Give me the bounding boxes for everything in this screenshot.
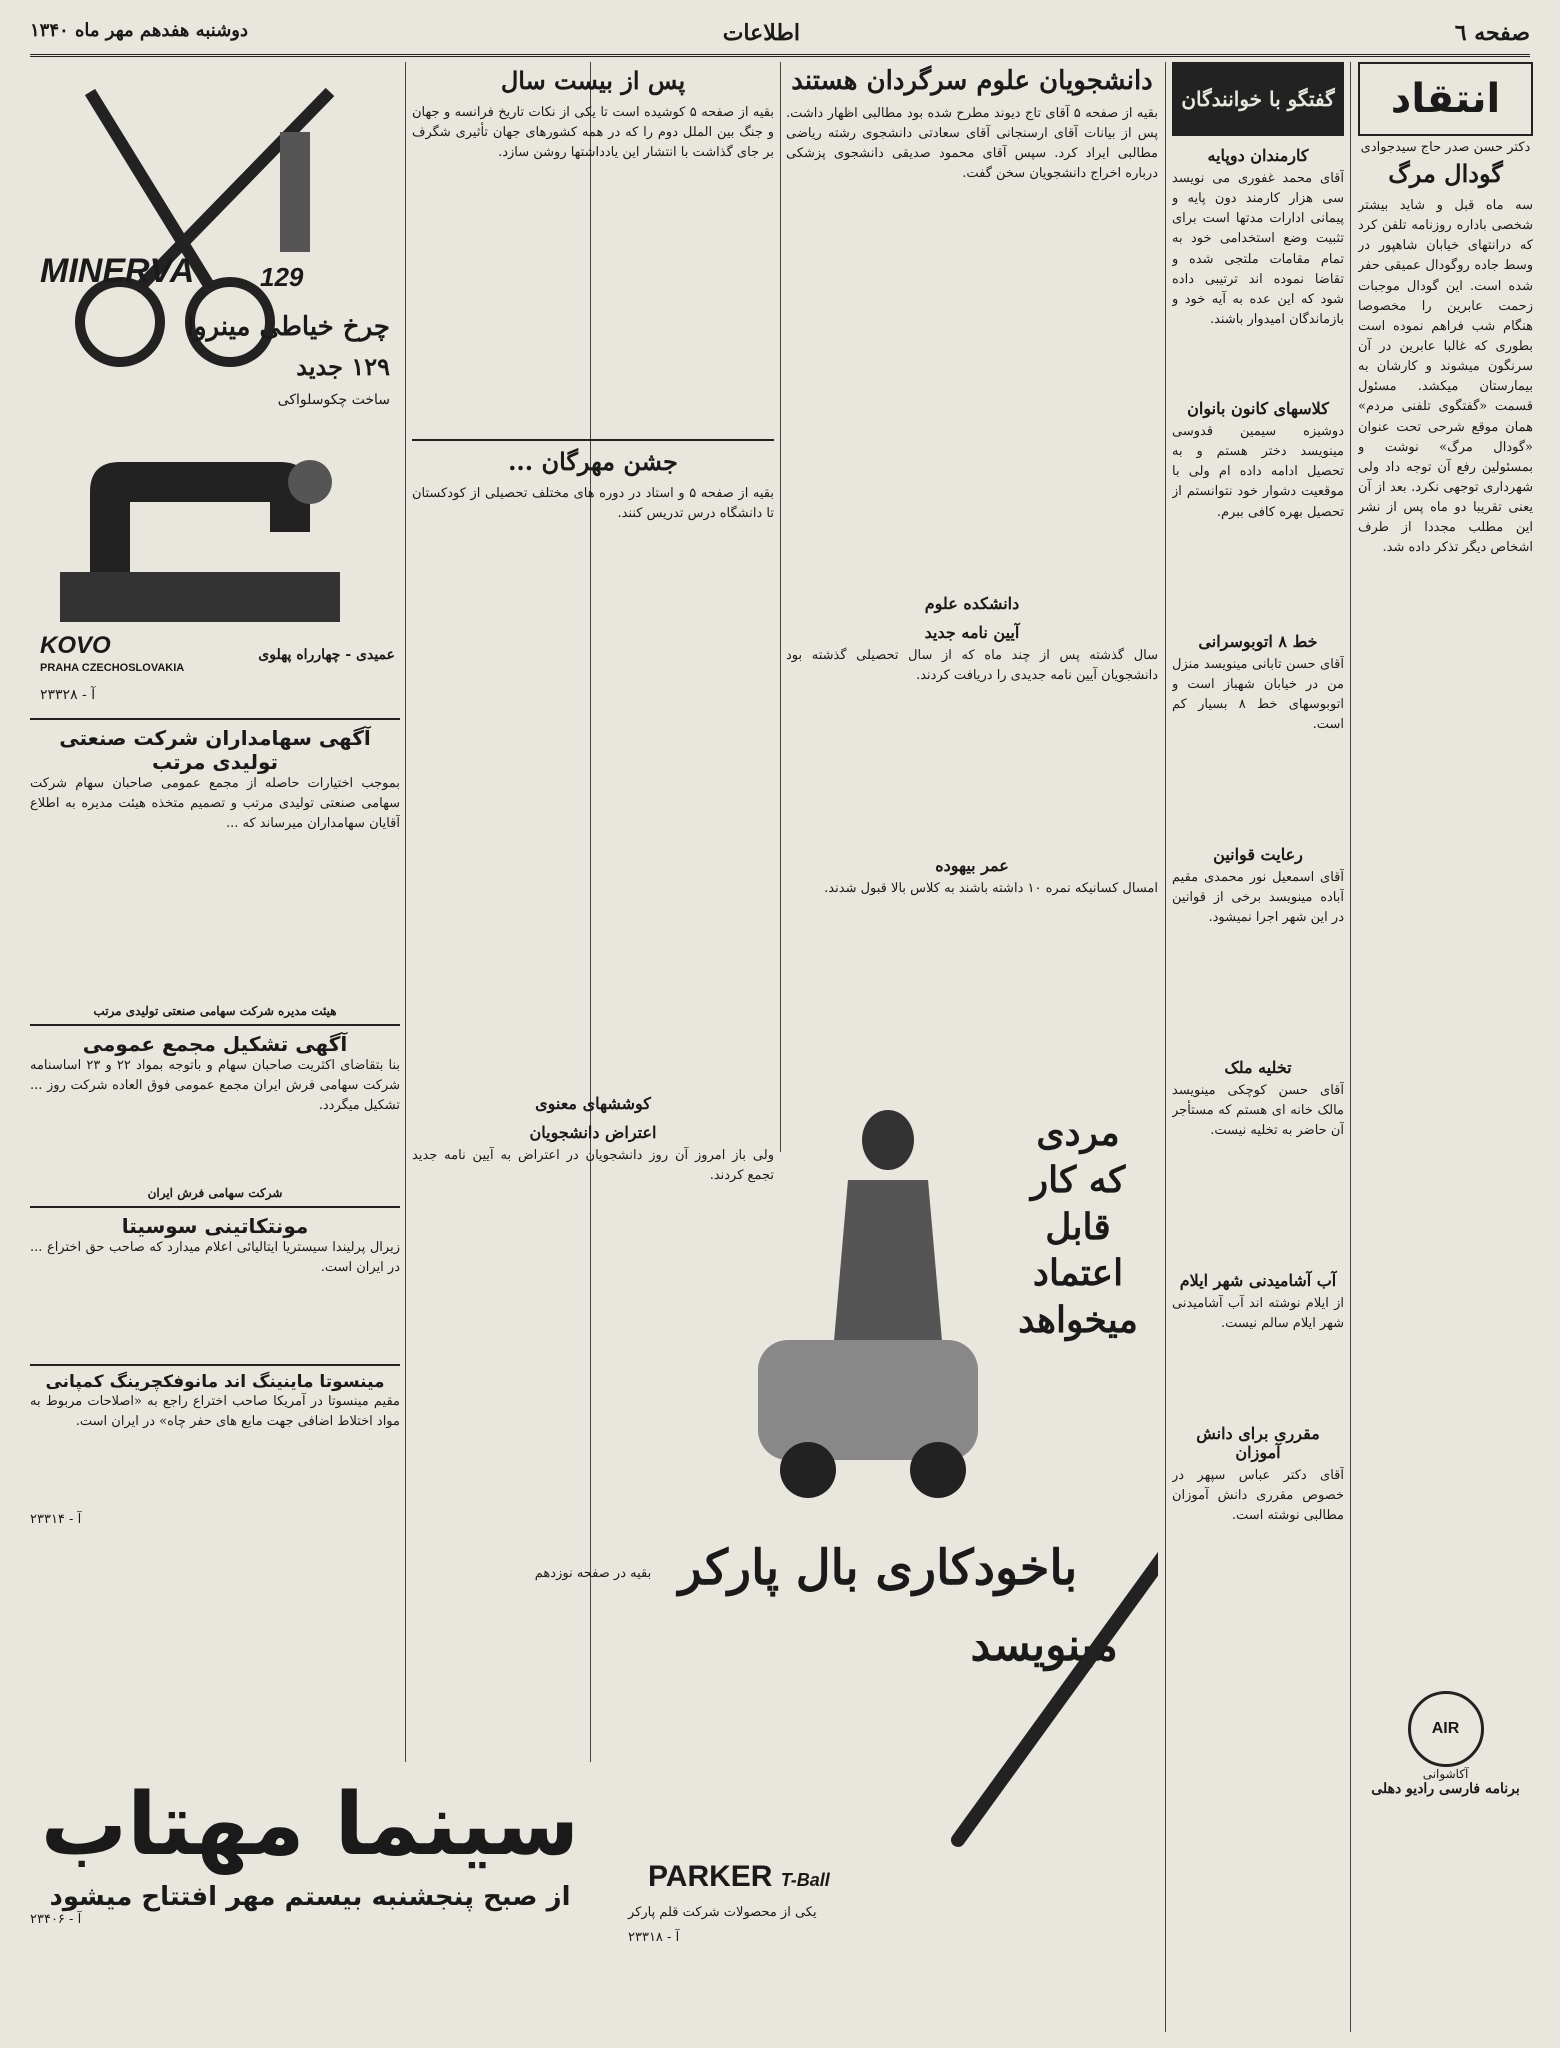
- radio-ad: [1358, 1684, 1533, 1804]
- article-title: پس از بیست سال: [500, 66, 686, 95]
- man-and-car-icon: [738, 1110, 998, 1530]
- ad-body: مقیم مینسوتا در آمریکا صاحب اختراع راجع به «اصلاحات مربوط به مواد اختلاط اضافی جهت مایع های حفر چاه» در ایران است.: [30, 1394, 400, 1430]
- section-title: مقرری برای دانش آموزان: [1196, 1424, 1320, 1462]
- section-title: کارمندان دوپایه: [1207, 146, 1309, 165]
- minerva-agent: عمیدی - چهارراه پهلوی: [258, 647, 395, 663]
- ad-body: زیرال پرلیندا سیستریا ایتالیائی اعلام میدارد که صاحب حق اختراع ... در ایران است.: [30, 1240, 400, 1276]
- minerva-name-fa: چرخ خیاطی مینروا: [186, 312, 390, 342]
- cinema-name: سینما مهتاب: [40, 1775, 580, 1875]
- article-body: بقیه از صفحه ۵ آقای تاج دیوند مطرح شده بود مطالبی اظهار داشت. پس از بیانات آقای ارسنجانی آقای سعادتی دانشجوی رشته ریاضی مطالبی ایراد کرد. سپس آقای محمود صدیقی دانشجوی پزشکی درباره اخراج دانشجویان سخن گفت.: [786, 106, 1158, 182]
- section-body: از ایلام نوشته اند آب آشامیدنی شهر ایلام سالم نیست.: [1172, 1296, 1344, 1332]
- author: دکتر حسن صدر حاج سیدجوادی: [1360, 140, 1531, 155]
- minerva-ad: [30, 62, 400, 712]
- article-title: جشن مهرگان ...: [508, 447, 678, 476]
- parker-ad: [598, 1100, 1158, 1980]
- section-title: تخلیه ملک: [1224, 1058, 1292, 1077]
- section-title: عمر بیهوده: [935, 856, 1009, 875]
- parker-footer: یکی از محصولات شرکت قلم پارکر: [628, 1905, 817, 1920]
- section-body: آقای محمد غفوری می نویسد سی هزار کارمند دون پایه و پیمانی ادارات مدتها است برای تثبیت وضع استخدامی خود به تمام مقامات ملتجی شده و تقاضا نموده اند ترتیبی داده شود که این عده به آیه خود و بازماندگان امیدوار باشند.: [1172, 171, 1344, 327]
- parker-headline: باخودکاری بال پارکر: [678, 1540, 1078, 1596]
- column-rule: [405, 62, 406, 1762]
- section-body: امسال کسانیکه نمره ۱۰ داشته باشند به کلاس بالا قبول شدند.: [824, 881, 1158, 896]
- cinema-ad: [30, 1760, 590, 1980]
- ad-code: آ - ۲۳۳۱۸: [628, 1930, 680, 1945]
- section-title: کوششهای معنوی: [535, 1094, 651, 1113]
- minerva-made: ساخت چکوسلواکی: [277, 392, 390, 408]
- minerva-model: 129: [260, 262, 304, 292]
- minerva-price: ۱۲۹ جدید: [296, 352, 390, 381]
- column-ads: [30, 62, 400, 1762]
- radio-label: آکاشوانی: [1422, 1767, 1469, 1781]
- kovo-brand: KOVO: [40, 632, 111, 659]
- section-body: آقای حسن تابانی مینویسد منزل من در خیابان شهباز است و اتوبوسهای خط ۸ بسیار کم است.: [1172, 657, 1344, 733]
- continued-note: بقیه در صفحه نوزدهم: [534, 1566, 652, 1581]
- page-header: [30, 14, 1530, 57]
- section-body: دوشیزه سیمین قدوسی مینویسد دختر هستم و به تحصیل ادامه داده ام ولی با موقعیت دشوار خود نتوانستم از تحصیل بهره کافی ببرم.: [1172, 424, 1344, 520]
- section-title: رعایت قوانین: [1213, 845, 1303, 864]
- column-rule: [780, 62, 781, 1152]
- parker-slogan: مردی که کار قابل اعتماد میخواهد: [1018, 1112, 1138, 1342]
- ad-code: آ - ۲۳۳۲۸: [40, 687, 96, 703]
- readers-logo: گفتگو با خوانندگان: [1172, 62, 1344, 136]
- kovo-place: PRAHA CZECHOSLOVAKIA: [40, 662, 185, 674]
- critique-logo: انتقاد: [1358, 62, 1533, 136]
- ad-body: بنا بتقاضای اکثریت صاحبان سهام و باتوجه بمواد ۲۲ و ۲۳ اساسنامه شرکت سهامی فرش ایران مجمع عمومی فوق العاده شرکت روز ... تشکیل میگردد.: [30, 1058, 400, 1114]
- pen-icon: [928, 1540, 1158, 1860]
- article-body: سه ماه قبل و شاید بیشتر شخصی باداره روزنامه تلفن کرد که درانتهای خیابان شاهپور در وسط جاده روگودال عمیقی حفر شده است. این گودال موجبات زحمت عابرین را مخصوصا هنگام شب فراهم نموده است بطوری که غالبا عابرین در آن سرنگون میشوند و کارشان به بیمارستان میکشد. مسئول قسمت «گفتگوی تلفنی مردم» همان موقع شرحی تحت عنوان «گودال مرگ» نوشت و بمسئولین رفع آن توجه داد ولی شهرداری توجهی نکرد. بعد از آن یعنی تقریبا دو ماه پس از نشر این مطلب مجددا از طرف اشخاص دیگر تذکر داده شد.: [1358, 198, 1533, 556]
- ad-title: آگهی سهامداران شرکت صنعتی تولیدی مرتب: [59, 726, 371, 774]
- article-title: دانشجویان علوم سرگردان هستند: [791, 66, 1153, 96]
- issue-date: دوشنبه هفدهم مهر ماه ۱۳۴۰: [30, 20, 248, 41]
- ad-code: آ - ۲۳۳۱۴: [30, 1512, 82, 1527]
- cinema-opening: از صبح پنجشنبه بیستم مهر افتتاح میشود: [49, 1881, 571, 1912]
- ad-title: آگهی تشکیل مجمع عمومی: [82, 1032, 348, 1056]
- column-students: [786, 62, 1158, 1152]
- section-body: آقای حسن کوچکی مینویسد مالک خانه ای هستم که مستأجر آن حاضر به تخلیه نیست.: [1172, 1083, 1344, 1139]
- ad-body: بموجب اختیارات حاصله از مجمع عمومی صاحبان سهام شرکت سهامی صنعتی تولیدی مرتب و تصمیم متخذه هیئت مدیره به اطلاع آقایان سهامداران میرساند که ...: [30, 776, 400, 832]
- section-title: اعتراض دانشجویان: [529, 1123, 657, 1142]
- column-critique: [1358, 62, 1533, 2032]
- parker-headline-2: مینویسد: [970, 1620, 1118, 1671]
- ad-sign: هیئت مدیره شرکت سهامی صنعتی تولیدی مرتب: [93, 1004, 337, 1018]
- minerva-brand: MINERVA: [40, 252, 195, 290]
- section-title: خط ۸ اتوبوسرانی: [1198, 632, 1318, 651]
- parker-brand: PARKER T-Ball: [648, 1860, 830, 1893]
- column-rule: [1350, 62, 1351, 2032]
- section-title: دانشکده علوم: [924, 594, 1020, 613]
- page-number: صفحه ٦: [1454, 20, 1530, 46]
- ad-title: مینسوتا ماینینگ اند مانوفکچرینگ کمپانی: [45, 1372, 385, 1392]
- section-title: آب آشامیدنی شهر ایلام: [1179, 1271, 1337, 1290]
- air-logo-icon: AIR: [1408, 1691, 1484, 1767]
- ad-sign: شرکت سهامی فرش ایران: [147, 1186, 283, 1200]
- column-readers: [1172, 62, 1344, 2032]
- paper-name: اطلاعات: [722, 20, 800, 46]
- article-title: گودال مرگ: [1388, 159, 1503, 188]
- column-rule: [1165, 62, 1166, 2032]
- ad-code: آ - ۲۳۴۰۶: [30, 1911, 82, 1927]
- section-body: آقای اسمعیل نور محمدی مقیم آباده مینویسد برخی از قوانین در این شهر اجرا نمیشود.: [1172, 870, 1344, 926]
- sewing-machine-icon: [50, 422, 350, 632]
- article-body: بقیه از صفحه ۵ کوشیده است تا یکی از نکات تاریخ فرانسه و جهان و جنگ بین الملل دوم را که در همه کشورهای جهان تأثیری شگرف بر جای گذاشت با انتشار این یادداشتها روشن سازد.: [412, 105, 774, 161]
- section-title: کلاسهای کانون بانوان: [1187, 399, 1329, 418]
- article-body: بقیه از صفحه ۵ و استاد در دوره های مختلف تحصیلی از کودکستان تا دانشگاه درس تدریس کنند.: [412, 486, 774, 522]
- radio-title: برنامه فارسی رادیو دهلی: [1371, 1781, 1520, 1797]
- section-body: آقای دکتر عباس سپهر در خصوص مقرری دانش آموزان مطالبی نوشته است.: [1172, 1468, 1344, 1524]
- section-title: آیین نامه جدید: [924, 623, 1020, 642]
- section-body: سال گذشته پس از چند ماه که از سال تحصیلی گذشته بود دانشجویان آیین نامه جدیدی را دریافت کردند.: [786, 648, 1158, 684]
- ad-title: مونتکاتینی سوسیتا: [121, 1214, 309, 1238]
- section-body: ولی باز امروز آن روز دانشجویان در اعتراض به آیین نامه جدید تجمع کردند.: [412, 1148, 774, 1184]
